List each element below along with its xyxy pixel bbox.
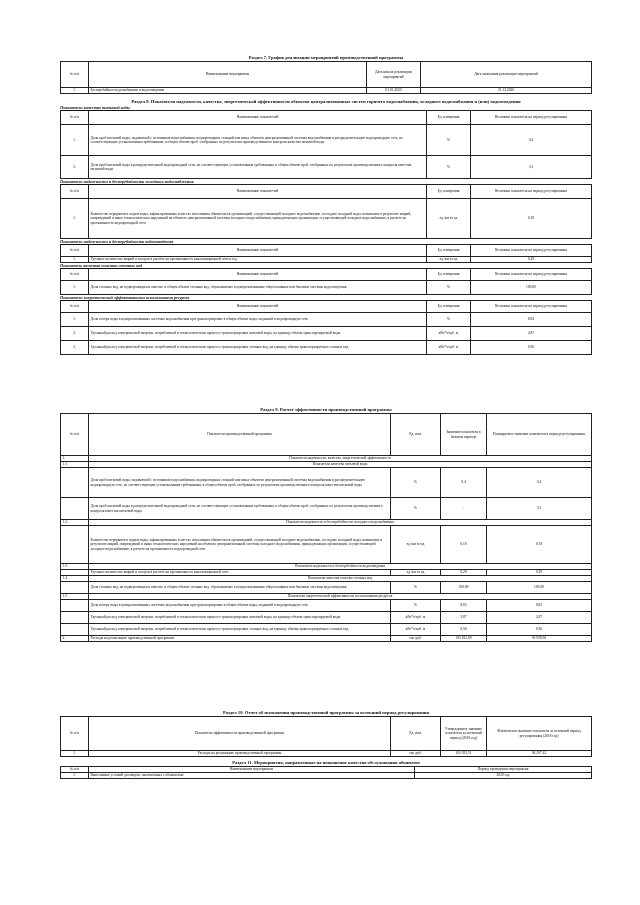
header-cell: Наименование мероприятия	[89, 767, 415, 773]
indicator-name: Расходы на реализацию производственной программы	[89, 751, 391, 757]
row-number: 1.	[61, 456, 89, 462]
header-cell: Значение показателя в базовом периоде	[441, 414, 487, 456]
table-header-row	[61, 414, 592, 456]
table-row	[61, 600, 592, 612]
indicator-name: Доля проб питьевой воды в распределительной водопроводной сети, не соответствующих установленным требованиям, в общем объеме проб, отобранных по результатам производственного контроля качества питьевой воды	[89, 156, 427, 179]
subsection-title: Показатель качества очистки сточных вод	[60, 263, 143, 268]
planned-value: 93 938,94	[487, 636, 592, 642]
section-9	[60, 407, 592, 642]
row-number: 1.	[61, 199, 89, 239]
row-number: 1.	[61, 125, 89, 156]
unit: кВт*ч/куб. м	[427, 341, 471, 355]
row-number	[61, 624, 89, 636]
row-number	[61, 526, 89, 564]
unit: %	[391, 498, 441, 520]
table-row	[61, 125, 592, 156]
base-value: -	[441, 498, 487, 520]
row-number: 1.4.	[61, 576, 89, 582]
section-10	[60, 710, 592, 757]
unit: %	[427, 125, 471, 156]
group-title: Показатели надежности, качества, энергетической эффективности	[89, 456, 592, 462]
energy-table	[60, 300, 592, 355]
header-cell: Дата начала реализации мероприятий	[367, 62, 421, 88]
header-cell: Наименование показателей	[89, 269, 427, 281]
planned-value: 3,3	[487, 498, 592, 520]
indicator-name: Доля проб питьевой воды, подаваемой с источников водоснабжения, водопроводных станций или иных объектов централизованной системы водоснабжения в распределительную водопроводную сеть, не соответствующих установленным требованиям, в общем объеме проб, отобранных по результатам производственного контроля качества питьевой воды	[89, 125, 427, 156]
group-title: Показатели энергетической эффективности использования ресурсов	[89, 594, 592, 600]
table-row	[61, 526, 592, 564]
header-cell: Ед. измерения	[427, 245, 471, 257]
table-row	[61, 773, 592, 779]
value: 0,29	[471, 257, 592, 263]
header-cell: № п/п	[61, 717, 89, 751]
indicator-name: Доля потерь воды в централизованных системах водоснабжения при транспортировке в общем объеме воды, поданной в водопроводную сеть	[89, 313, 427, 327]
activity-period: 2020 год	[415, 773, 592, 779]
quality-table	[60, 110, 592, 179]
unit: %	[427, 156, 471, 179]
table-header-row	[61, 269, 592, 281]
planned-value: 0,29	[487, 570, 592, 576]
row-number: 2.	[61, 327, 89, 341]
header-cell: Наименование показателей	[89, 111, 427, 125]
subsection-title: Показатели энергетической эффективности использования ресурсов	[60, 295, 190, 300]
table-row	[61, 281, 592, 295]
header-cell: Наименование показателей	[89, 185, 427, 199]
value: 3,3	[471, 156, 592, 179]
table-header-row	[61, 111, 592, 125]
header-cell: Утвержденное значение показателя за истекший период (2018 год)	[441, 717, 487, 751]
row-number: 1.	[61, 281, 89, 295]
value: 8,83	[471, 313, 592, 327]
unit: тыс.руб.	[391, 751, 441, 757]
report-table	[60, 716, 592, 757]
row-number: 1.	[61, 88, 89, 94]
table-row	[61, 498, 592, 520]
indicator-name: Доля сточных вод, не подвергающихся очистке, в общем объеме сточных вод, сбрасываемых в централизованные общесплавные или бытовые системы водоотведения	[89, 281, 427, 295]
table-row	[61, 327, 592, 341]
indicator-name: Удельный расход электрической энергии, потребляемой в технологическом процессе транспортировки питьевой воды, на единицу объема транспортируемой воды	[89, 327, 427, 341]
section-7-title: Раздел 7. График реализации мероприятий производственной программы	[248, 55, 404, 60]
unit: %	[427, 281, 471, 295]
table-header-row	[61, 185, 592, 199]
sewerage-table	[60, 244, 592, 263]
header-cell: Наименование мероприятия	[89, 62, 367, 88]
unit: кВт*ч/куб. м	[427, 327, 471, 341]
subsection-title: Показатели надежности и бесперебойности холодного водоснабжения	[60, 179, 194, 184]
table-row	[61, 88, 592, 94]
indicator-name: Расходы на реализацию производственной программы	[89, 636, 391, 642]
group-title: Показатели надежности и бесперебойности водоотведения	[89, 564, 592, 570]
header-cell: № п/п	[61, 245, 89, 257]
section-7	[60, 55, 592, 94]
unit: ед./км в год	[427, 257, 471, 263]
header-cell: № п/п	[61, 767, 89, 773]
header-cell: Дата окончания реализации мероприятий	[421, 62, 592, 88]
table-row	[61, 313, 592, 327]
value: 0,56	[471, 341, 592, 355]
header-cell: № п/п	[61, 269, 89, 281]
table-row	[61, 636, 592, 642]
approved-value: 102 033,51	[441, 751, 487, 757]
row-number: 3.	[61, 341, 89, 355]
value: 0,4	[471, 125, 592, 156]
header-cell: Величина показателя на период регулирования	[471, 111, 592, 125]
row-number: 1.	[61, 257, 89, 263]
indicator-name: Удельный расход электрической энергии, потребляемой в технологическом процессе транспортировки питьевой воды, на единицу объема транспортируемой воды	[89, 612, 391, 624]
row-number: 2.	[61, 636, 89, 642]
unit: %	[391, 468, 441, 498]
table-header-row	[61, 717, 592, 751]
table-row	[61, 751, 592, 757]
actual-value: 94 297,42	[487, 751, 592, 757]
base-value: 105 812,09	[441, 636, 487, 642]
indicator-name: Удельный расход электрической энергии, потребляемой в технологическом процессе транспортировки сточных вод, на единицу объема транспортируемых сточных вод	[89, 624, 391, 636]
subsection-title: Показатели качества питьевой воды	[60, 105, 130, 110]
table-row	[61, 341, 592, 355]
group-title: Показатели качества очистки сточных вод	[89, 576, 592, 582]
header-cell: Планируемое значение показателя в периоде регулирования	[487, 414, 592, 456]
header-cell: Фактическое значение показателя за истекший период регулирования (2018 год)	[487, 717, 592, 751]
header-cell: Ед. измерения	[427, 185, 471, 199]
section-10-title: Раздел 10. Отчет об исполнении производственной программы за истекший период регулирования	[222, 710, 430, 715]
header-cell: Наименование показателей	[89, 301, 427, 313]
table-header-row	[61, 245, 592, 257]
header-cell: Величина показателя на период регулирования	[471, 185, 592, 199]
row-number: 1.2.	[61, 520, 89, 526]
end-date: 31.12.2020	[421, 88, 592, 94]
base-value: 100,00	[441, 582, 487, 594]
base-value: 0,29	[441, 570, 487, 576]
unit: кВт*ч/куб. м	[391, 612, 441, 624]
header-cell: № п/п	[61, 62, 89, 88]
indicator-name: Доля сточных вод, не подвергающихся очистке, в общем объеме сточных вод, сбрасываемых в централизованные общесплавные или бытовые системы водоотведения	[89, 582, 391, 594]
unit: тыс.руб.	[391, 636, 441, 642]
value: 0,18	[471, 199, 592, 239]
row-number: 1.	[61, 773, 89, 779]
planned-value: 0,56	[487, 624, 592, 636]
base-value: 0,4	[441, 468, 487, 498]
header-cell: Ед. измерения	[427, 301, 471, 313]
activity-name: Выполнение условий договоров, заключенных с абонентами	[89, 773, 415, 779]
row-number: 1.5.	[61, 594, 89, 600]
row-number: 1.	[61, 313, 89, 327]
header-cell: Величина показателя на период регулирования	[471, 269, 592, 281]
row-number: 1.1.	[61, 462, 89, 468]
indicator-name: Удельное количество аварий и засоров в расчете на протяженность канализационной сети	[89, 570, 391, 576]
base-value: 2,87	[441, 612, 487, 624]
unit: %	[391, 582, 441, 594]
section-9-title: Раздел 9. Расчет эффективности производственной программы	[260, 407, 392, 412]
row-number	[61, 468, 89, 498]
table-header-row	[61, 62, 592, 88]
start-date: 01.01.2020	[367, 88, 421, 94]
row-number	[61, 600, 89, 612]
indicator-name: Доля проб питьевой воды, подаваемой с источников водоснабжения, водопроводных станций или иных объектов централизованной системы водоснабжения в распределительную водопроводную сеть, не соответствующих установленным требованиям, в общем объеме проб, отобранных по результатам производственного контроля качества питьевой воды	[89, 468, 391, 498]
planned-value: 8,83	[487, 600, 592, 612]
header-cell: Наименование показателей	[89, 245, 427, 257]
unit: %	[391, 600, 441, 612]
section-11	[60, 760, 592, 779]
row-number	[61, 498, 89, 520]
treatment-table	[60, 268, 592, 295]
table-row	[61, 612, 592, 624]
header-cell: Ед. измерения	[427, 111, 471, 125]
activity-name: Бесперебойное водоснабжение и водоотведение	[89, 88, 367, 94]
table-row	[61, 468, 592, 498]
subsection-title: Показатели надежности и бесперебойности водоотведения	[60, 239, 174, 244]
indicator-name: Удельный расход электрической энергии, потребляемой в технологическом процессе транспортировки сточных вод, на единицу объема транспортируемых сточных вод	[89, 341, 427, 355]
unit: ед./км в год	[391, 526, 441, 564]
header-cell: Ед. изм.	[391, 414, 441, 456]
unit: ед./км в год	[391, 570, 441, 576]
unit: ед./км в год	[427, 199, 471, 239]
header-cell: Величина показателя на период регулирования	[471, 245, 592, 257]
group-title: Показатели качества питьевой воды	[89, 462, 592, 468]
row-number	[61, 612, 89, 624]
planned-value: 100,00	[487, 582, 592, 594]
header-cell: Показатели производственной программы	[89, 414, 391, 456]
unit: %	[427, 313, 471, 327]
base-value: 0,18	[441, 526, 487, 564]
indicator-name: Количество перерывов в подаче воды, зафиксированных в местах исполнения обязательств организацией, осуществляющей холодное водоснабжение, по подаче холодной воды, возникших в результате аварий, повреждений и иных технологических нарушений на объектах централизованной системы холодного водоснабжения, принадлежащих организации, осуществляющей холодное водоснабжение, в расчете на протяженность водопроводной сети	[89, 526, 391, 564]
row-number	[61, 582, 89, 594]
base-value: 8,83	[441, 600, 487, 612]
efficiency-table	[60, 413, 592, 642]
table-row	[61, 582, 592, 594]
header-cell: № п/п	[61, 111, 89, 125]
table-row	[61, 156, 592, 179]
unit: кВт*ч/куб. м	[391, 624, 441, 636]
row-number: 1.	[61, 751, 89, 757]
group-title: Показатели надежности и бесперебойности холодного водоснабжения	[89, 520, 592, 526]
section-8	[60, 99, 592, 355]
base-value: 0,56	[441, 624, 487, 636]
header-cell: Показатели эффективности производственной программы	[89, 717, 391, 751]
row-number: 1.3.	[61, 564, 89, 570]
value: 2,87	[471, 327, 592, 341]
table-row	[61, 624, 592, 636]
header-cell: № п/п	[61, 414, 89, 456]
reliability-table	[60, 184, 592, 239]
section-7-table	[60, 61, 592, 94]
table-row	[61, 199, 592, 239]
section-11-title: Раздел 11. Мероприятия, направленные на повышение качества обслуживания абонентов	[232, 760, 420, 765]
indicator-name: Удельное количество аварий и засоров в расчете на протяженность канализационной сети в год	[89, 257, 427, 263]
section-8-title: Раздел 8. Показатели надежности, качества, энергетической эффективности объектов централизованных систем горячего водоснабжения, холодного водоснабжения и (или) водоотведения	[131, 99, 521, 104]
header-cell: Величина показателя на период регулирования	[471, 301, 592, 313]
activities-table	[60, 766, 592, 779]
row-number: 2.	[61, 156, 89, 179]
header-cell: № п/п	[61, 185, 89, 199]
header-cell: № п/п	[61, 301, 89, 313]
header-cell: Ед. изм.	[391, 717, 441, 751]
value: 100,00	[471, 281, 592, 295]
planned-value: 0,4	[487, 468, 592, 498]
planned-value: 0,18	[487, 526, 592, 564]
planned-value: 2,87	[487, 612, 592, 624]
header-cell: Ед. измерения	[427, 269, 471, 281]
indicator-name: Количество перерывов в подаче воды, зафиксированных в местах исполнения обязательств организацией, осуществляющей холодное водоснабжение, по подаче холодной воды, возникших в результате аварий, повреждений и иных технологических нарушений на объектах централизованной системы холодного водоснабжения, принадлежащих организации, осуществляющей холодное водоснабжение, в расчете на протяженность водопроводной сети	[89, 199, 427, 239]
table-header-row	[61, 301, 592, 313]
header-cell: Период проведения мероприятия	[415, 767, 592, 773]
indicator-name: Доля потерь воды в централизованных системах водоснабжения при транспортировке в общем объеме воды, поданной в водопроводную сеть	[89, 600, 391, 612]
table-row	[61, 257, 592, 263]
indicator-name: Доля проб питьевой воды в распределительной водопроводной сети, не соответствующих установленным требованиям, в общем объеме проб, отобранных по результатам производственного контроля качества питьевой воды	[89, 498, 391, 520]
